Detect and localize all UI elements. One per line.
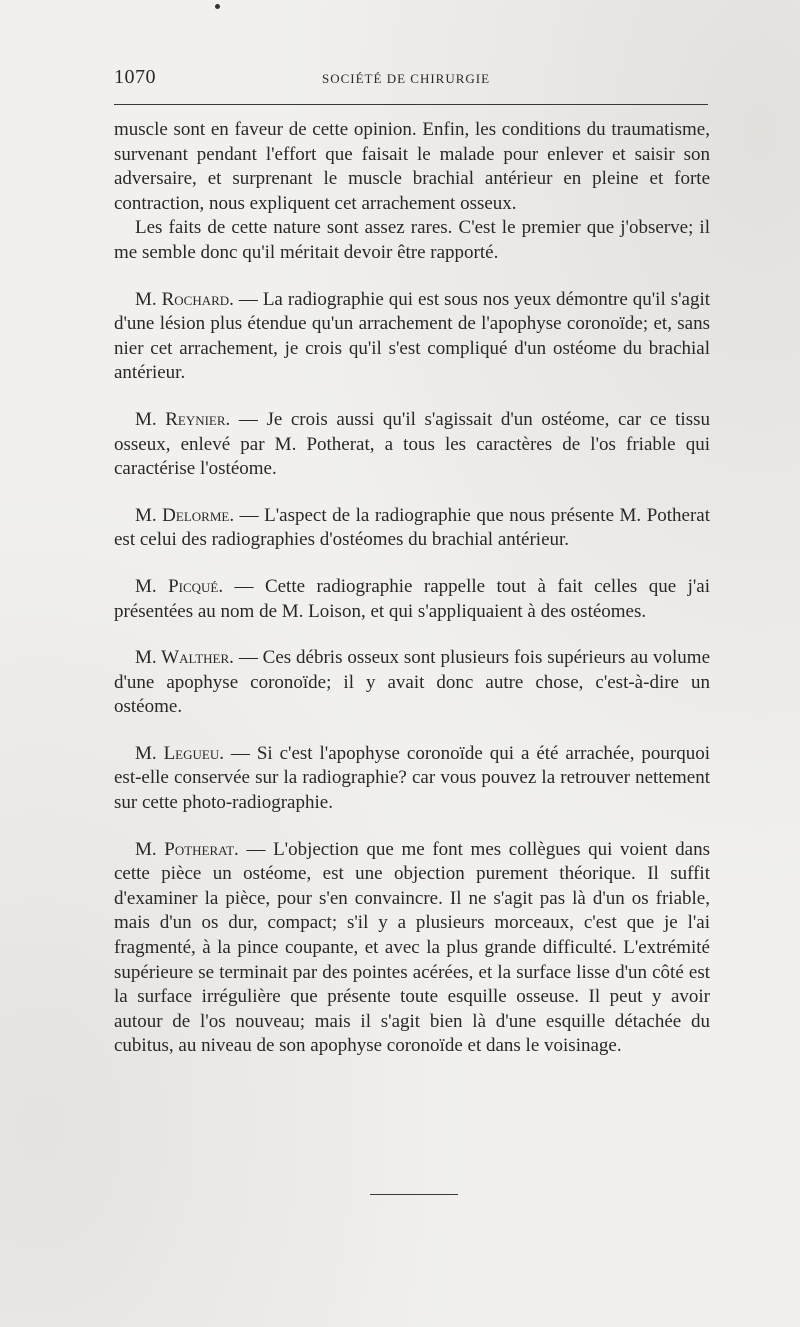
running-head: SOCIÉTÉ DE CHIRURGIE [322, 71, 491, 86]
speaker-paragraph [114, 408, 710, 482]
speaker-paragraph [114, 575, 710, 624]
end-rule [370, 1194, 458, 1195]
paragraph-text: — Cette radiographie rappelle tout à fait celles que j'ai présentées au nom de M. Loison, et qui s'appliquaient à des ostéomes. [114, 575, 711, 622]
speaker-paragraph [114, 288, 710, 386]
speaker-paragraph [114, 838, 710, 1059]
speaker-name: M. Rochard. [135, 288, 234, 310]
speaker-name: M. Reynier. [135, 408, 231, 430]
paragraph-text: — L'objection que me font mes collègues qui voient dans cette pièce un ostéome, est une objection purement théorique. Il suffit d'examiner la pièce, pour s'en convaincre. Il ne s'agit pas là d'un os friable, mais d'un os dur, compact; s'il y a plusieurs morceaux, c'est que je l'ai fragmenté, à la pince coupante, et avec la plus grande difficulté. L'extrémité supérieure se terminait par des pointes acérées, et la surface lisse d'un côté est la surface irrégulière que présente toute esquille osseuse. Il peut y avoir autour de l'os nouveau; mais il s'agit bien là d'une esquille détachée du cubitus, au niveau de son apophyse coronoïde et dans le voisinage. [114, 838, 710, 1057]
paragraph [114, 118, 710, 216]
speaker-paragraph [114, 504, 710, 553]
page-body [114, 118, 710, 1059]
speaker-name: M. Legueu. [135, 742, 224, 764]
paragraph [114, 216, 710, 265]
paragraph-text: muscle sont en faveur de cette opinion. Enfin, les conditions du traumatisme, survenant pendant l'effort que faisait le malade pour enlever et saisir son adversaire, et surprenant le muscle brachial antérieur en pleine et forte contraction, nous expliquent cet arrachement osseux. [114, 119, 710, 214]
page-number: 1070 [114, 66, 156, 88]
speaker-name: M. Potherat. [135, 838, 239, 860]
paragraph-text: — L'aspect de la radiographie que nous présente M. Potherat est celui des radiographies d'ostéomes du brachial antérieur. [114, 504, 711, 551]
paragraph-text: — La radiographie qui est sous nos yeux démontre qu'il s'agit d'une lésion plus étendue qu'un arrachement de l'apophyse coronoïde; et, sans nier cet arrachement, je crois qu'il s'est compliqué d'un ostéome du brachial antérieur. [114, 288, 710, 384]
header-rule [114, 104, 708, 105]
speaker-name: M. Delorme. [135, 504, 235, 526]
speaker-paragraph [114, 742, 710, 816]
ink-speck [215, 4, 220, 9]
paragraph-text: — Ces débris osseux sont plusieurs fois supérieurs au volume d'une apophyse coronoïde; il y avait donc autre chose, c'est-à-dire un ostéome. [114, 647, 711, 718]
speaker-name: M. Walther. [135, 647, 234, 669]
paragraph-text: — Si c'est l'apophyse coronoïde qui a été arrachée, pourquoi est-elle conservée sur la radiographie? car vous pouvez la retrouver nettement sur cette photo-radiographie. [114, 742, 711, 814]
speaker-paragraph [114, 646, 710, 720]
paragraph-text: Les faits de cette nature sont assez rares. C'est le premier que j'observe; il me semble donc qu'il méritait devoir être rapporté. [114, 217, 710, 263]
paragraph-text: — Je crois aussi qu'il s'agissait d'un ostéome, car ce tissu osseux, enlevé par M. Potherat, a tous les caractères de l'os friable qui caractérise l'ostéome. [114, 408, 710, 480]
page-header [114, 66, 708, 90]
speaker-name: M. Picqué. [135, 575, 224, 597]
